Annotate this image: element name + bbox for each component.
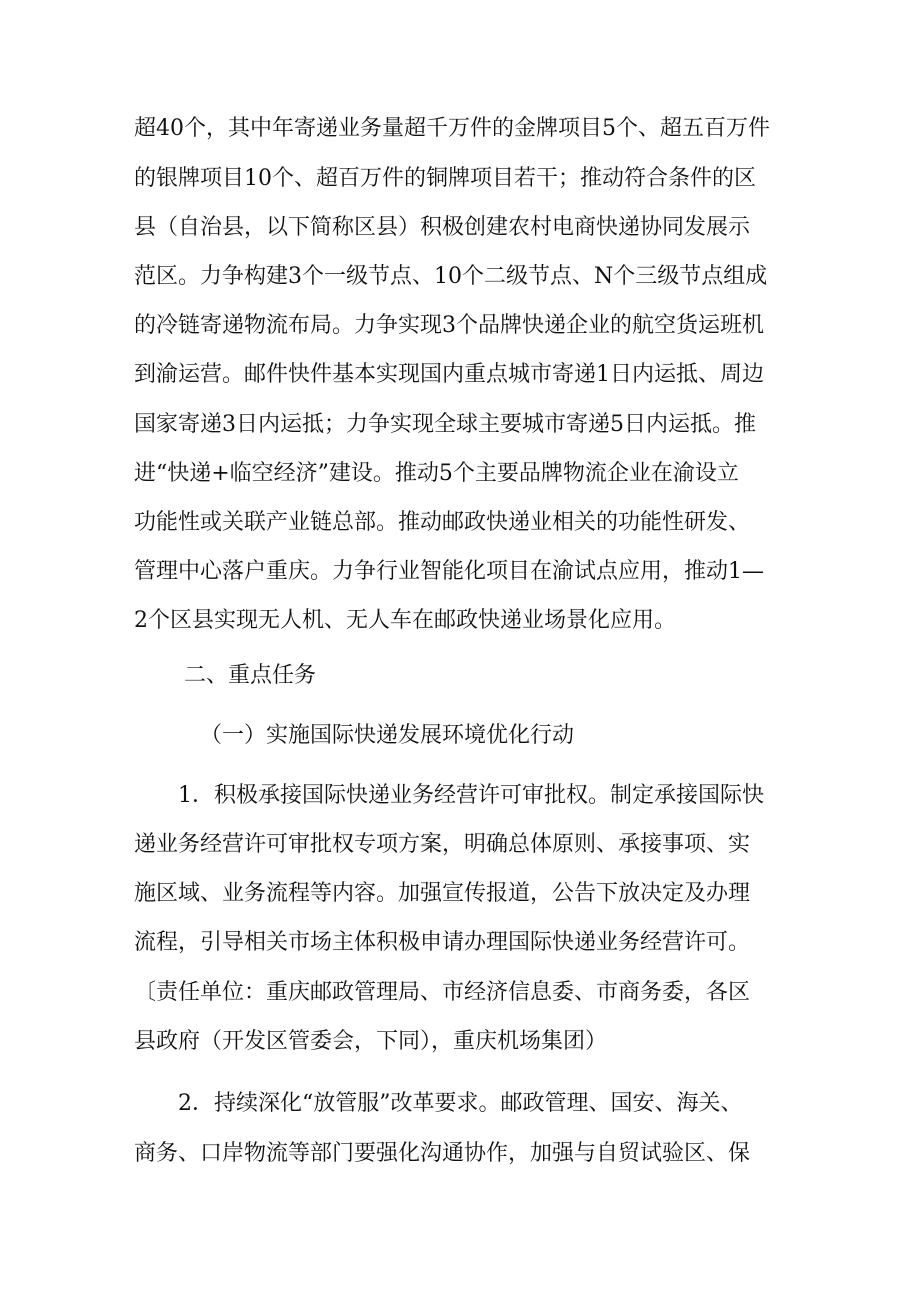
intro-line-1: 超40个，其中年寄递业务量超千万件的金牌项目5个、超五百万件: [134, 116, 770, 141]
item2-line-2: 商务、口岸物流等部门要强化沟通协作，加强与自贸试验区、保: [134, 1141, 751, 1166]
section-heading: 二、重点任务: [184, 663, 317, 688]
intro-line-2: 的银牌项目10个、超百万件的铜牌项目若干；推动符合条件的区: [134, 166, 756, 191]
item1-line-4: 流程，引导相关市场主体积极申请办理国际快递业务经营许可。: [134, 930, 751, 955]
intro-line-7: 国家寄递3日内运抵；力争实现全球主要城市寄递5日内运抵。推: [134, 412, 756, 437]
item1-line-3: 施区域、业务流程等内容。加强宣传报道，公告下放决定及办理: [134, 881, 751, 906]
intro-line-9: 功能性或关联产业链总部。推动邮政快递业相关的功能性研发、: [134, 510, 751, 535]
item1-line-5: 〔责任单位：重庆邮政管理局、市经济信息委、市商务委，各区: [134, 980, 751, 1005]
item1-line-6: 县政府（开发区管委会，下同），重庆机场集团）: [134, 1029, 608, 1054]
intro-line-4: 范区。力争构建3个一级节点、10个二级节点、N个三级节点组成: [134, 264, 768, 289]
item2-line-1: 2．持续深化“放管服”改革要求。邮政管理、国安、海关、: [178, 1091, 743, 1116]
intro-line-11: 2个区县实现无人机、无人车在邮政快递业场景化应用。: [134, 608, 676, 633]
subsection-heading: （一）实施国际快递发展环境优化行动: [200, 723, 575, 748]
intro-line-8: 进“快递+临空经济”建设。推动5个主要品牌物流企业在渝设立: [134, 461, 739, 486]
intro-line-5: 的冷链寄递物流布局。力争实现3个品牌快递企业的航空货运班机: [134, 313, 764, 338]
intro-line-10: 管理中心落户重庆。力争行业智能化项目在渝试点应用，推动1—: [134, 559, 764, 584]
item1-line-1: 1．积极承接国际快递业务经营许可审批权。制定承接国际快: [178, 783, 764, 808]
intro-line-3: 县（自治县，以下简称区县）积极创建农村电商快递协同发展示: [134, 215, 751, 240]
item1-line-2: 递业务经营许可审批权专项方案，明确总体原则、承接事项、实: [134, 832, 751, 857]
intro-line-6: 到渝运营。邮件快件基本实现国内重点城市寄递1日内运抵、周边: [134, 362, 764, 387]
